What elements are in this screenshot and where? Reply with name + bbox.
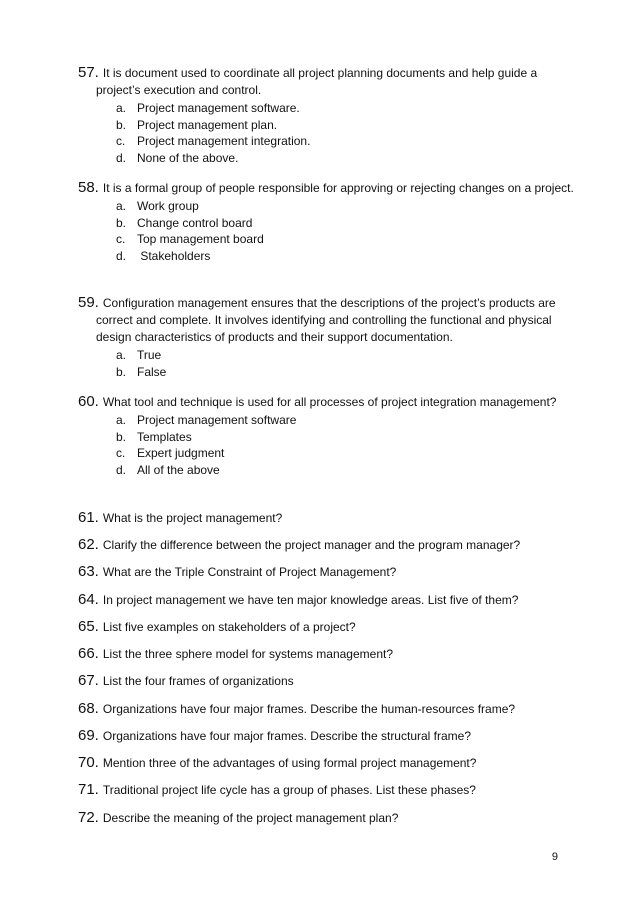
question-59 (78, 294, 578, 380)
question-66: 66. List the three sphere model for systems management? (78, 645, 394, 662)
option-a: a. Project management software. (116, 101, 300, 115)
option-d: d. All of the above (116, 462, 220, 477)
question-57 (78, 64, 578, 166)
question-text: 60. What tool and technique is used for all processes of project integration management? (78, 393, 557, 410)
question-63: 63. What are the Triple Constraint of Project Management? (78, 563, 397, 580)
question-text: 57. It is document used to coordinate all project planning documents and help guide a project’s execution and control. (78, 64, 538, 97)
question-64: 64. In project management we have ten major knowledge areas. List five of them? (78, 591, 519, 608)
option-d: d. None of the above. (116, 150, 239, 165)
option-b: b. Templates (116, 429, 192, 444)
question-68: 68. Organizations have four major frames. Describe the human-resources frame? (78, 700, 516, 717)
options-list (78, 198, 578, 264)
option-a: a. Project management software (116, 413, 297, 427)
options-list (78, 347, 578, 380)
question-65: 65. List five examples on stakeholders of a project? (78, 618, 356, 635)
question-text: 58. It is a formal group of people responsible for approving or rejecting changes on a project. (78, 179, 574, 196)
question-58 (78, 179, 578, 264)
question-67: 67. List the four frames of organizations (78, 672, 294, 689)
question-69: 69. Organizations have four major frames. Describe the structural frame? (78, 727, 472, 744)
option-b: b. Project management plan. (116, 117, 278, 132)
option-c: c. Project management integration. (116, 134, 311, 149)
question-61: 61. What is the project management? (78, 509, 283, 526)
question-71: 71. Traditional project life cycle has a group of phases. List these phases? (78, 781, 476, 798)
page-number: 9 (551, 851, 558, 863)
question-number: 59. (78, 294, 99, 311)
question-text: 59. Configuration management ensures that the descriptions of the project’s products are correct and complete. It involves identifying and controlling the functional and physical design characteristics of products and their support documentation. (78, 294, 556, 344)
question-number: 57. (78, 64, 99, 81)
option-c: c. Top management board (116, 232, 264, 247)
question-number: 58. (78, 179, 99, 196)
option-b: b. Change control board (116, 215, 253, 230)
option-a: a. Work group (116, 199, 199, 213)
question-60 (78, 393, 578, 478)
options-list (78, 100, 578, 166)
option-b: b. False (116, 364, 167, 379)
option-d: d. Stakeholders (116, 248, 211, 263)
question-72: 72. Describe the meaning of the project management plan? (78, 809, 399, 826)
question-70: 70. Mention three of the advantages of using formal project management? (78, 754, 477, 771)
option-a: a. True (116, 348, 162, 362)
question-number: 60. (78, 393, 99, 410)
question-62: 62. Clarify the difference between the project manager and the program manager? (78, 536, 521, 553)
option-c: c. Expert judgment (116, 446, 225, 461)
options-list (78, 412, 578, 478)
